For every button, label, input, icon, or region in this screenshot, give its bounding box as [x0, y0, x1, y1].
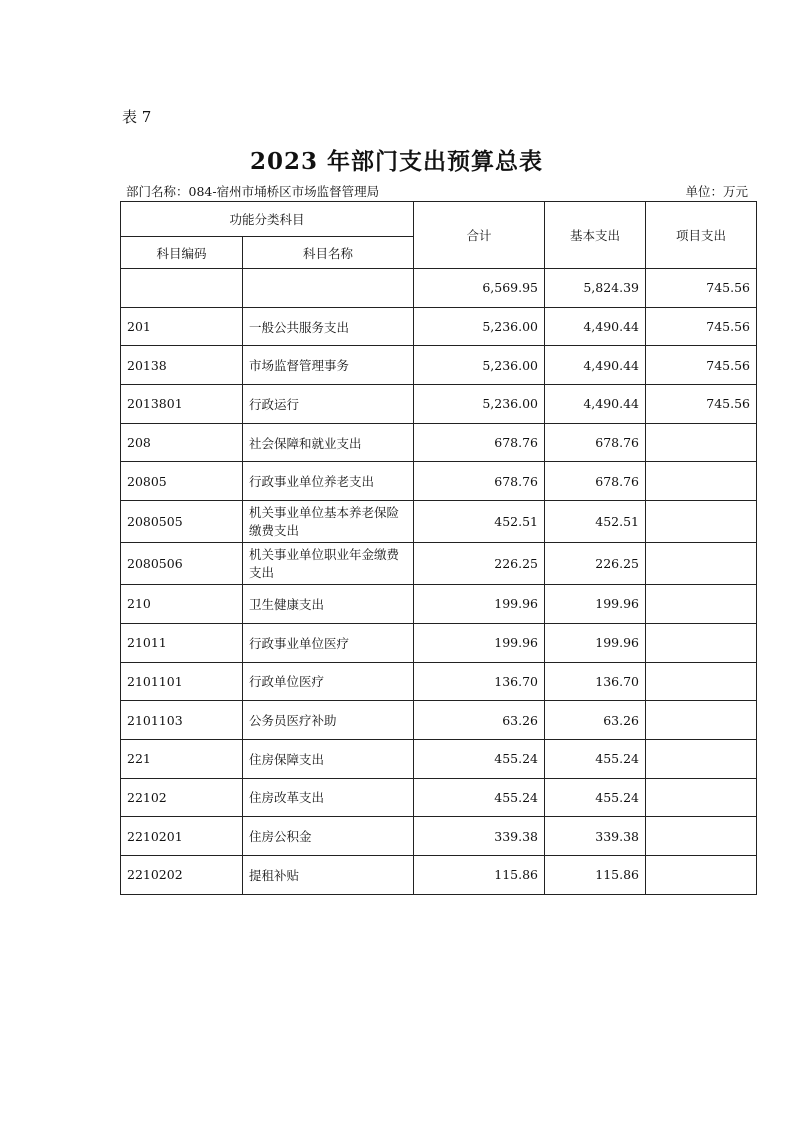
cell-name: 行政单位医疗 — [243, 662, 414, 701]
cell-name: 行政事业单位养老支出 — [243, 462, 414, 501]
cell-name: 住房公积金 — [243, 817, 414, 856]
table-number: 表 7 — [122, 108, 152, 126]
cell-total: 136.70 — [414, 662, 545, 701]
cell-project: 745.56 — [646, 346, 757, 385]
cell-basic: 452.51 — [545, 501, 646, 543]
cell-basic: 63.26 — [545, 701, 646, 740]
cell-basic: 4,490.44 — [545, 307, 646, 346]
cell-total: 678.76 — [414, 423, 545, 462]
cell-total: 199.96 — [414, 623, 545, 662]
cell-basic: 678.76 — [545, 423, 646, 462]
cell-project — [646, 778, 757, 817]
cell-name: 行政运行 — [243, 385, 414, 424]
cell-code: 208 — [121, 423, 243, 462]
cell-project — [646, 701, 757, 740]
table-row — [121, 701, 757, 740]
cell-basic: 136.70 — [545, 662, 646, 701]
cell-name — [243, 269, 414, 308]
cell-total: 455.24 — [414, 739, 545, 778]
table-row — [121, 462, 757, 501]
table-row — [121, 543, 757, 585]
cell-basic: 455.24 — [545, 739, 646, 778]
cell-project — [646, 423, 757, 462]
cell-name: 机关事业单位基本养老保险缴费支出 — [243, 501, 414, 543]
cell-basic: 678.76 — [545, 462, 646, 501]
cell-basic: 455.24 — [545, 778, 646, 817]
header-name: 科目名称 — [243, 237, 414, 269]
cell-project — [646, 501, 757, 543]
cell-project — [646, 739, 757, 778]
header-basic: 基本支出 — [545, 202, 646, 269]
cell-total: 199.96 — [414, 585, 545, 624]
cell-project — [646, 543, 757, 585]
unit-label: 单位：万元 — [685, 184, 748, 199]
table-row — [121, 662, 757, 701]
cell-total: 115.86 — [414, 855, 545, 894]
cell-code: 21011 — [121, 623, 243, 662]
cell-total: 63.26 — [414, 701, 545, 740]
cell-code: 2080505 — [121, 501, 243, 543]
table-row — [121, 269, 757, 308]
cell-project — [646, 462, 757, 501]
cell-total: 5,236.00 — [414, 385, 545, 424]
cell-total: 6,569.95 — [414, 269, 545, 308]
cell-name: 社会保障和就业支出 — [243, 423, 414, 462]
header-code: 科目编码 — [121, 237, 243, 269]
cell-code: 221 — [121, 739, 243, 778]
table-row — [121, 778, 757, 817]
cell-name: 机关事业单位职业年金缴费支出 — [243, 543, 414, 585]
cell-project: 745.56 — [646, 307, 757, 346]
cell-name: 公务员医疗补助 — [243, 701, 414, 740]
table-row — [121, 307, 757, 346]
table-row — [121, 855, 757, 894]
budget-table — [120, 201, 757, 895]
cell-code: 2210201 — [121, 817, 243, 856]
cell-basic: 5,824.39 — [545, 269, 646, 308]
cell-basic: 226.25 — [545, 543, 646, 585]
cell-name: 市场监督管理事务 — [243, 346, 414, 385]
cell-project — [646, 817, 757, 856]
cell-code: 2013801 — [121, 385, 243, 424]
cell-total: 452.51 — [414, 501, 545, 543]
cell-code: 2101103 — [121, 701, 243, 740]
table-row — [121, 739, 757, 778]
cell-project — [646, 855, 757, 894]
cell-project: 745.56 — [646, 385, 757, 424]
cell-code — [121, 269, 243, 308]
table-row — [121, 423, 757, 462]
table-row — [121, 817, 757, 856]
cell-total: 226.25 — [414, 543, 545, 585]
table-row — [121, 346, 757, 385]
cell-basic: 199.96 — [545, 623, 646, 662]
cell-name: 提租补贴 — [243, 855, 414, 894]
header-project: 项目支出 — [646, 202, 757, 269]
cell-basic: 4,490.44 — [545, 346, 646, 385]
cell-name: 卫生健康支出 — [243, 585, 414, 624]
page-title: 2023 年部门支出预算总表 — [249, 148, 544, 175]
cell-total: 5,236.00 — [414, 307, 545, 346]
cell-code: 210 — [121, 585, 243, 624]
header-category: 功能分类科目 — [121, 202, 414, 237]
cell-project — [646, 662, 757, 701]
department-label: 部门名称：084-宿州市埇桥区市场监督管理局 — [126, 184, 380, 199]
header-total: 合计 — [414, 202, 545, 269]
cell-project — [646, 585, 757, 624]
cell-project — [646, 623, 757, 662]
cell-total: 678.76 — [414, 462, 545, 501]
cell-basic: 199.96 — [545, 585, 646, 624]
table-row — [121, 501, 757, 543]
cell-total: 339.38 — [414, 817, 545, 856]
cell-code: 22102 — [121, 778, 243, 817]
cell-total: 455.24 — [414, 778, 545, 817]
cell-name: 住房保障支出 — [243, 739, 414, 778]
cell-code: 201 — [121, 307, 243, 346]
cell-name: 行政事业单位医疗 — [243, 623, 414, 662]
cell-code: 2101101 — [121, 662, 243, 701]
cell-code: 2080506 — [121, 543, 243, 585]
table-row — [121, 623, 757, 662]
table-row — [121, 385, 757, 424]
cell-code: 20805 — [121, 462, 243, 501]
cell-code: 2210202 — [121, 855, 243, 894]
cell-basic: 339.38 — [545, 817, 646, 856]
cell-total: 5,236.00 — [414, 346, 545, 385]
cell-code: 20138 — [121, 346, 243, 385]
table-row — [121, 585, 757, 624]
cell-basic: 115.86 — [545, 855, 646, 894]
cell-name: 住房改革支出 — [243, 778, 414, 817]
cell-name: 一般公共服务支出 — [243, 307, 414, 346]
cell-project: 745.56 — [646, 269, 757, 308]
cell-basic: 4,490.44 — [545, 385, 646, 424]
